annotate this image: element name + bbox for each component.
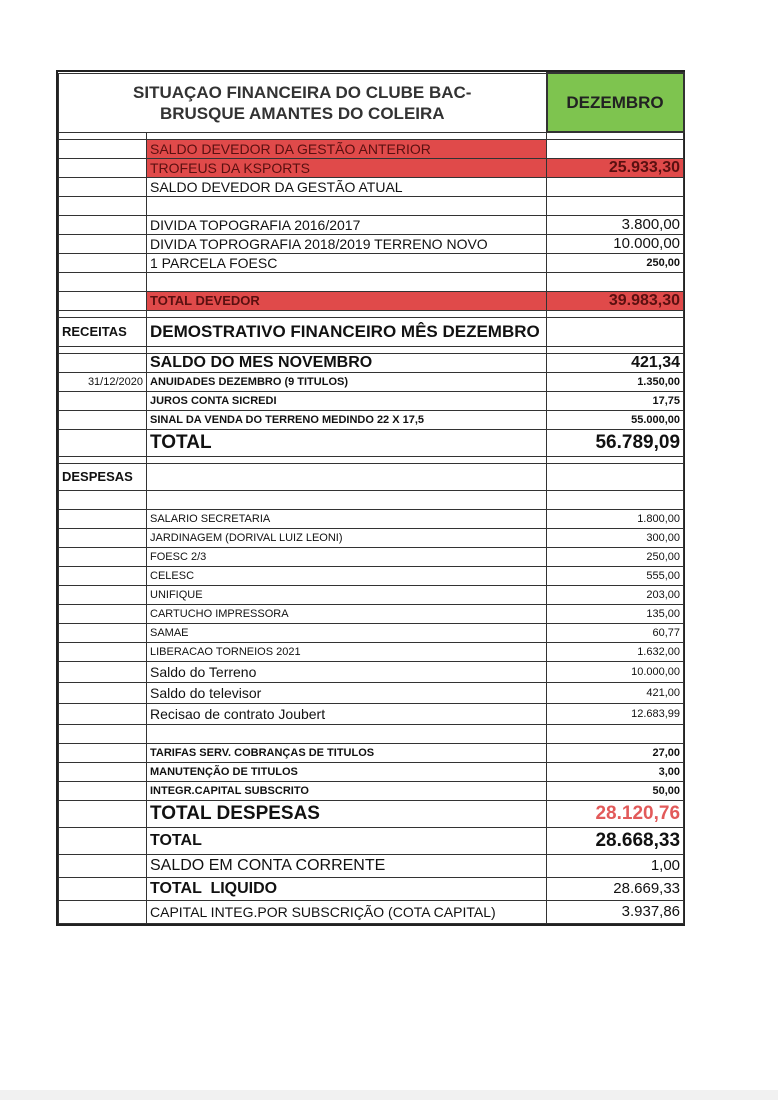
- report-title-line2: BRUSQUE AMANTES DO COLEIRA: [159, 103, 445, 123]
- debt-item-value: 10.000,00: [547, 235, 684, 254]
- debt-item-value: 250,00: [547, 254, 684, 273]
- debt-trophies-row: [59, 159, 684, 178]
- net-total-label: TOTAL LIQUIDO: [147, 878, 547, 901]
- debt-item-row: [59, 216, 684, 235]
- despesa-label: CELESC: [147, 567, 547, 586]
- report-title-line1: SITUAÇAO FINANCEIRA DO CLUBE BAC-: [133, 82, 472, 102]
- receita-date: [59, 411, 147, 430]
- debt-item-label: 1 PARCELA FOESC: [147, 254, 547, 273]
- despesa-value: 555,00: [547, 567, 684, 586]
- receitas-total-label: TOTAL: [147, 430, 547, 457]
- despesas-total-row: [59, 801, 684, 828]
- fee-value: 50,00: [547, 782, 684, 801]
- fee-label: INTEGR.CAPITAL SUBSCRITO: [147, 782, 547, 801]
- checking-label: SALDO EM CONTA CORRENTE: [147, 855, 547, 878]
- debt-trophies-label: TROFEUS DA KSPORTS: [147, 159, 547, 178]
- summary-total-label: TOTAL: [147, 828, 547, 855]
- despesa-row: [59, 662, 684, 683]
- receita-date: [59, 392, 147, 411]
- receita-value: 1.350,00: [547, 373, 684, 392]
- debt-item-row: [59, 235, 684, 254]
- fee-value: 3,00: [547, 763, 684, 782]
- despesa-label: FOESC 2/3: [147, 548, 547, 567]
- receitas-total-row: [59, 430, 684, 457]
- capital-row: [59, 901, 684, 924]
- financial-report-sheet: [56, 70, 685, 926]
- receita-row: [59, 392, 684, 411]
- report-title: [59, 73, 547, 132]
- despesa-row: [59, 567, 684, 586]
- capital-value: 3.937,86: [547, 901, 684, 924]
- despesa-value: 203,00: [547, 586, 684, 605]
- receita-date: 31/12/2020: [59, 373, 147, 392]
- debt-previous-row: [59, 140, 684, 159]
- receitas-total-value: 56.789,09: [547, 430, 684, 457]
- debt-item-label: DIVIDA TOPOGRAFIA 2016/2017: [147, 216, 547, 235]
- despesas-heading-row: [59, 464, 684, 491]
- receita-value: 55.000,00: [547, 411, 684, 430]
- debt-total-label: TOTAL DEVEDOR: [147, 292, 547, 311]
- debt-item-label: DIVIDA TOPROGRAFIA 2018/2019 TERRENO NOVO: [147, 235, 547, 254]
- debt-current-label: SALDO DEVEDOR DA GESTÃO ATUAL: [147, 178, 547, 197]
- despesa-label: SALARIO SECRETARIA: [147, 510, 547, 529]
- despesa-value: 60,77: [547, 624, 684, 643]
- despesa-row: [59, 643, 684, 662]
- receita-row: [59, 411, 684, 430]
- checking-row: [59, 855, 684, 878]
- debt-item-value: 3.800,00: [547, 216, 684, 235]
- receita-label: JUROS CONTA SICREDI: [147, 392, 547, 411]
- receita-label: ANUIDADES DEZEMBRO (9 TITULOS): [147, 373, 547, 392]
- despesa-value: 1.800,00: [547, 510, 684, 529]
- despesa-label: JARDINAGEM (DORIVAL LUIZ LEONI): [147, 529, 547, 548]
- despesas-total-label: TOTAL DESPESAS: [147, 801, 547, 828]
- summary-total-row: [59, 828, 684, 855]
- fee-label: MANUTENÇÃO DE TITULOS: [147, 763, 547, 782]
- debt-total-row: [59, 292, 684, 311]
- despesa-value: 1.632,00: [547, 643, 684, 662]
- fee-row: [59, 763, 684, 782]
- receitas-heading-row: [59, 318, 684, 347]
- debt-current-row: [59, 178, 684, 197]
- debt-item-row: [59, 254, 684, 273]
- despesa-row: [59, 548, 684, 567]
- debt-total-value: 39.983,30: [547, 292, 684, 311]
- receita-value: 17,75: [547, 392, 684, 411]
- prev-month-label: SALDO DO MES NOVEMBRO: [147, 354, 547, 373]
- despesa-row: [59, 704, 684, 725]
- despesa-label: Recisao de contrato Joubert: [147, 704, 547, 725]
- net-total-value: 28.669,33: [547, 878, 684, 901]
- fee-row: [59, 782, 684, 801]
- despesa-label: SAMAE: [147, 624, 547, 643]
- month-badge: DEZEMBRO: [547, 73, 684, 132]
- debt-trophies-value: 25.933,30: [547, 159, 684, 178]
- receita-label: SINAL DA VENDA DO TERRENO MEDINDO 22 X 17,5: [147, 411, 547, 430]
- despesa-row: [59, 624, 684, 643]
- despesa-label: UNIFIQUE: [147, 586, 547, 605]
- page-bottom-edge: [0, 1090, 778, 1100]
- despesa-label: Saldo do televisor: [147, 683, 547, 704]
- report-header-row: [59, 73, 684, 132]
- despesa-row: [59, 510, 684, 529]
- despesa-value: 300,00: [547, 529, 684, 548]
- despesa-label: LIBERACAO TORNEIOS 2021: [147, 643, 547, 662]
- despesa-value: 250,00: [547, 548, 684, 567]
- net-total-row: [59, 878, 684, 901]
- capital-label: CAPITAL INTEG.POR SUBSCRIÇÃO (COTA CAPITAL): [147, 901, 547, 924]
- despesas-section-label: DESPESAS: [59, 464, 147, 491]
- receita-row: [59, 373, 684, 392]
- receitas-heading: DEMOSTRATIVO FINANCEIRO MÊS DEZEMBRO: [147, 318, 547, 347]
- despesa-row: [59, 683, 684, 704]
- prev-month-row: [59, 354, 684, 373]
- despesa-row: [59, 586, 684, 605]
- checking-value: 1,00: [547, 855, 684, 878]
- prev-month-value: 421,34: [547, 354, 684, 373]
- despesa-value: 135,00: [547, 605, 684, 624]
- despesa-label: CARTUCHO IMPRESSORA: [147, 605, 547, 624]
- despesa-label: Saldo do Terreno: [147, 662, 547, 683]
- fee-label: TARIFAS SERV. COBRANÇAS DE TITULOS: [147, 744, 547, 763]
- financial-report-table: [58, 72, 685, 924]
- receitas-section-label: RECEITAS: [59, 318, 147, 347]
- despesas-total-value: 28.120,76: [547, 801, 684, 828]
- despesa-value: 421,00: [547, 683, 684, 704]
- fee-value: 27,00: [547, 744, 684, 763]
- despesa-row: [59, 605, 684, 624]
- despesa-value: 10.000,00: [547, 662, 684, 683]
- fee-row: [59, 744, 684, 763]
- despesa-row: [59, 529, 684, 548]
- despesa-value: 12.683,99: [547, 704, 684, 725]
- debt-previous-label: SALDO DEVEDOR DA GESTÃO ANTERIOR: [147, 140, 547, 159]
- summary-total-value: 28.668,33: [547, 828, 684, 855]
